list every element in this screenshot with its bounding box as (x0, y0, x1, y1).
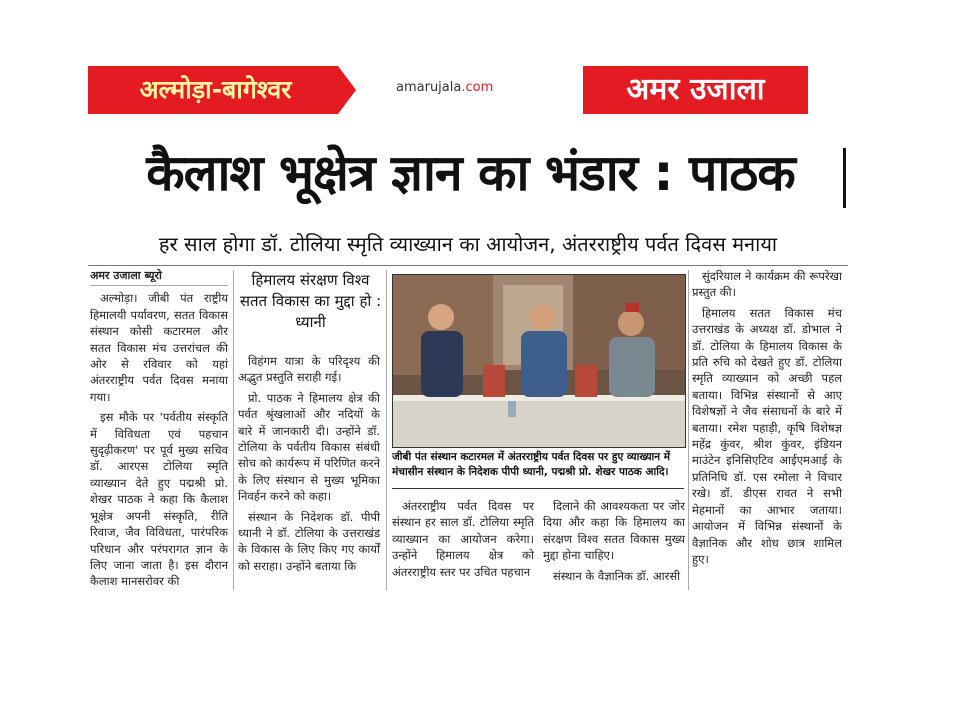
col5-paragraph-1: सुंदरियाल ने कार्यक्रम की रूपरेखा प्रस्तुत की। (692, 269, 842, 300)
event-photo-illustration (393, 275, 685, 447)
column-4 (543, 498, 685, 588)
col4-paragraph-2: संस्थान के वैज्ञानिक डॉ. आरसी (553, 568, 681, 583)
site-tld: .com (461, 80, 494, 95)
site-url (396, 80, 493, 95)
photo-caption: जीबी पंत संस्थान कटारमल में अंतरराष्ट्रीय पर्वत दिवस पर हुए व्याख्यान में मंचासीन संस्थान के निदेशक पीपी ध्यानी, पद्मश्री प्रो. शेखर पाठक आदि। (392, 450, 684, 489)
col2-paragraph-3: संस्थान के निदेशक डॉ. पीपी ध्यानी ने डॉ. टोलिया के उत्तराखंड के विकास के लिए किए गए कार्यों को सराहा। उन्होंने बताया कि (238, 509, 380, 573)
section-banner (88, 66, 338, 114)
column-2-heading: हिमालय संरक्षण विश्व सतत विकास का मुद्दा हो : ध्यानी (239, 271, 382, 331)
column-2 (238, 353, 380, 578)
col2-paragraph-1: विहंगम यात्रा के परिदृश्य की अद्भुत प्रस्तुति सराही गई। (238, 354, 380, 385)
section-banner-arrow (338, 66, 356, 114)
col3-paragraph-1: अंतरराष्ट्रीय पर्वत दिवस पर संस्थान हर साल डॉ. टोलिया स्मृति व्याख्यान का आयोजन करेगा। उन्होंने हिमालय क्षेत्र को अंतरराष्ट्रीय स्तर पर उचित पहचान (392, 499, 534, 579)
column-divider (386, 270, 387, 590)
column-divider (688, 270, 689, 590)
subheadline: हर साल होगा डॉ. टोलिया स्मृति व्याख्यान का आयोजन, अंतरराष्ट्रीय पर्वत दिवस मनाया (158, 232, 778, 256)
headline-bar (843, 148, 846, 208)
headline: कैलाश भूक्षेत्र ज्ञान का भंडार : पाठक (146, 144, 795, 202)
col4-paragraph-1: दिलाने की आवश्यकता पर जोर दिया और कहा कि हिमालय का संरक्षण विश्व सतत विकास मुख्य मुद्दा होना चाहिए। (543, 499, 685, 563)
column-3 (392, 498, 534, 584)
column-1 (90, 268, 228, 594)
byline: अमर उजाला ब्यूरो (90, 268, 228, 286)
col1-paragraph-1: अल्मोड़ा। जीबी पंत राष्ट्रीय हिमालयी पर्यावरण, सतत विकास संस्थान कोसी कटारमल और सतत विकास मंच उत्तरांचल की ओर से रविवार को यहां अंतरराष्ट्रीय पर्वत दिवस मनाया गया। (90, 291, 228, 404)
column-5 (692, 268, 842, 571)
masthead-text: अमर उजाला (626, 72, 765, 107)
column-divider (233, 270, 234, 590)
col5-paragraph-2: हिमालय सतत विकास मंच उत्तराखंड के अध्यक्ष डॉ. डोभाल ने डॉ. टोलिया के हिमालय विकास के प्रति रुचि को देखते हुए डॉ. टोलिया स्मृति व्याख्यान को अच्छी पहल बताया। विभिन्न संस्थानों से आए विशेषज्ञों ने जैव संसाधनों के बारे में बताया। रमेश पहाड़ी, कृषि विशेषज्ञ महेंद्र कुंवर, श्रीश कुंवर, इंडियन माउंटेन इनिसिएटिव आईएमआई के प्रतिनिधि डॉ. एस रमोला ने विचार रखे। डॉ. डीएस रावत ने सभी मेहमानों का आभार जताया। आयोजन में विभिन्न संस्थानों के वैज्ञानिक और शोध छात्र शामिल हुए। (692, 305, 842, 566)
masthead-logo (583, 66, 808, 114)
section-label: अल्मोड़ा-बागेश्वर (139, 75, 292, 104)
col1-paragraph-2: इस मौके पर 'पर्वतीय संस्कृति में विविधता एवं पहचान सुदृढ़ीकरण' पर पूर्व मुख्य सचिव डॉ. आरएस टोलिया स्मृति व्याख्यान देते हुए पद्मश्री प्रो. शेखर पाठक ने कहा कि कैलाश भूक्षेत्र अपनी संस्कृति, रीति रिवाज, जैव विविधता, पारंपरिक परिधान और परंपरागत ज्ञान के लिए जाना जाता है। इस दौरान कैलाश मानसरोवर की (90, 410, 228, 589)
header-band (88, 66, 848, 114)
site-name: amarujala (396, 80, 462, 95)
newspaper-clipping (88, 60, 848, 595)
col2-paragraph-2: प्रो. पाठक ने हिमालय क्षेत्र की पर्वत श्रृंखलाओं और नदियों के बारे में जानकारी दी। उन्होंने डॉ. टोलिया के पर्वतीय विकास संबंधी सोच को कार्यरूप में परिणित करने के लिए संस्थान से मुख्य भूमिका निवर्हन करने को कहा। (238, 390, 380, 504)
header-rule (88, 265, 848, 266)
event-photo (392, 274, 686, 448)
